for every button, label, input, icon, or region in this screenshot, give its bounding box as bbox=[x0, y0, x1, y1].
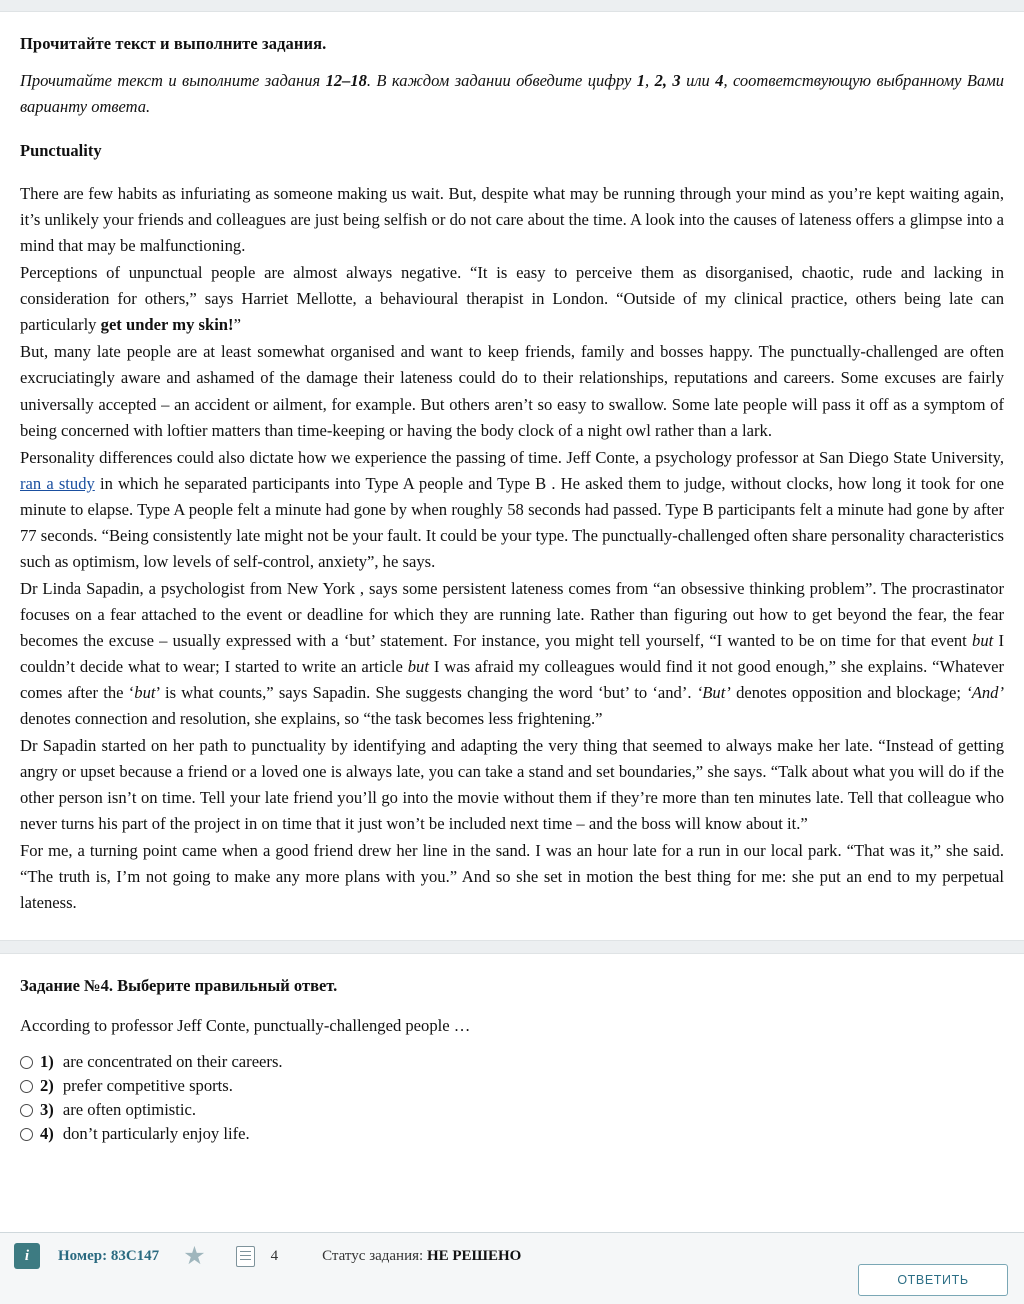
paragraph-mid-2: I was afraid my colleagues would find it not good enough,” she explains. “Whatever comes after the ‘ bbox=[20, 656, 1004, 703]
radio-icon[interactable] bbox=[20, 1056, 33, 1069]
option-number: 2) bbox=[40, 1076, 54, 1096]
italic-but-2: but bbox=[407, 656, 429, 676]
article-paragraph: But, many late people are at least somewhat organised and want to keep friends, family and bosses happy. The punctually-challenged are often excruciatingly aware and ashamed of the damage their lateness could do to their relationships, reputations and careers. Some excuses are fairly universally accepted – an accident or ailment, for example. But others aren’t so easy to swallow. Some late people will pass it off as a symptom of being concerned with loftier matters than time-keeping or having the body clock of a night owl rather than a lark. bbox=[20, 342, 1004, 440]
paragraph-text: Dr Linda Sapadin, a psychologist from New York , says some persistent lateness comes from “an obsessive thinking problem”. The procrastinator focuses on a fear attached to the event or deadline for which they are running late. Rather than figuring out how to get beyond the fear, the fear becomes the excuse – usually expressed with a ‘but’ statement. For instance, you might tell yourself, “I wanted to be on time for that event bbox=[20, 578, 1004, 650]
emphasis-phrase: get under my skin! bbox=[100, 315, 234, 335]
answer-options bbox=[20, 1052, 1004, 1144]
article-paragraph: There are few habits as infuriating as someone making us wait. But, despite what may be running through your mind as you’re kept waiting again, it’s unlikely your friends and colleagues are just being selfish or do not care about the time. A look into the causes of lateness offers a glimpse into a mind that may be malfunctioning. bbox=[20, 184, 1004, 256]
italic-but-quoted: ‘But’ bbox=[696, 683, 731, 703]
instruction-or: или bbox=[680, 71, 716, 90]
paragraph-tail: ” bbox=[233, 315, 241, 335]
option-label: are concentrated on their careers. bbox=[62, 1052, 283, 1072]
status-text: Статус задания: bbox=[322, 1247, 427, 1264]
task-heading: Прочитайте текст и выполните задания. bbox=[20, 34, 327, 53]
radio-icon[interactable] bbox=[20, 1128, 33, 1141]
option-number: 1) bbox=[40, 1052, 54, 1072]
option-1[interactable] bbox=[20, 1052, 1004, 1072]
paragraph-text: Perceptions of unpunctual people are almost always negative. “It is easy to perceive them as disorganised, chaotic, rude and lacking in consideration for others,” says Harriet Mellotte, a behavioural therapist in London. “Outside of my clinical practice, others being late can particularly bbox=[20, 263, 1004, 335]
radio-icon[interactable] bbox=[20, 1080, 33, 1093]
italic-but-1: but bbox=[972, 630, 994, 650]
status-badge: НЕ РЕШЕНО bbox=[426, 1247, 522, 1264]
paragraph-post-link: in which he separated participants into Type A people and Type B . He asked them to judge, without clocks, how long it took for one minute to elapse. Type A people felt a minute had gone by when roughly 58 seconds had passed. Type B participants felt a minute had gone by after 77 seconds. “Being consistently late might not be your fault. It could be your type. The punctually-challenged often share personality characteristics such as optimism, low levels of self-control, anxiety”, he says. bbox=[20, 473, 1004, 571]
status-label bbox=[322, 1248, 521, 1265]
instruction-prefix: Прочитайте текст и выполните задания bbox=[20, 71, 326, 90]
instruction-digit-2: 2, bbox=[654, 71, 667, 90]
instruction-mid: . В каждом задании обведите цифру bbox=[366, 71, 637, 90]
ran-a-study-link[interactable]: ran a study bbox=[20, 473, 95, 493]
article-paragraph: Dr Sapadin started on her path to punctuality by identifying and adapting the very thing that seemed to always make her late. “Instead of getting angry or upset because a friend or a loved one is always late, you can take a stand and set boundaries,” she says. “Talk about what you will do if the other person isn’t on time. Tell your late friend you’ll go into the movie without them if they’re more than ten minutes late. Tell that colleague who never turns his part of the project in on time that it just won’t be included next time – and the boss will know about it.” bbox=[20, 736, 1004, 834]
option-label: are often optimistic. bbox=[62, 1100, 196, 1120]
article-paragraph bbox=[20, 576, 1004, 732]
option-label: prefer competitive sports. bbox=[62, 1076, 233, 1096]
option-number: 3) bbox=[40, 1100, 54, 1120]
option-3[interactable] bbox=[20, 1100, 1004, 1120]
document-page bbox=[0, 12, 1024, 916]
instruction-digit-3: 3 bbox=[672, 71, 681, 90]
top-bar bbox=[0, 0, 1024, 12]
document-icon[interactable] bbox=[236, 1246, 255, 1267]
article-paragraph bbox=[20, 445, 1004, 575]
task-instruction: Прочитайте текст и выполните задания 12–18. В каждом задании обведите цифру 1, 2, 3 или 4, соответствующую выбранному Вами варианту ответа. bbox=[20, 71, 1005, 116]
paragraph-mid-1: I couldn’t decide what to wear; I started to write an article bbox=[20, 630, 1004, 676]
option-2[interactable] bbox=[20, 1076, 1004, 1096]
paragraph-mid-3: ’ is what counts,” says Sapadin. She suggests changing the word ‘but’ to ‘and’. bbox=[155, 683, 697, 703]
answer-button[interactable]: ОТВЕТИТЬ bbox=[858, 1264, 1008, 1296]
instruction-range: 12–18 bbox=[325, 71, 367, 90]
task-number: Номер: 83C147 bbox=[58, 1247, 160, 1264]
document-count: 4 bbox=[270, 1247, 279, 1264]
paragraph-mid-4: denotes opposition and blockage; bbox=[730, 683, 967, 703]
instruction-digit-1: 1 bbox=[636, 71, 646, 90]
italic-but-3: but bbox=[134, 683, 156, 703]
paragraph-pre-link: Personality differences could also dictate how we experience the passing of time. Jeff Conte, a psychology professor at San Diego State University, bbox=[20, 447, 1004, 467]
star-icon[interactable]: ★ bbox=[183, 1242, 206, 1270]
question-stem: According to professor Jeff Conte, punctually-challenged people … bbox=[20, 1016, 471, 1036]
option-4[interactable] bbox=[20, 1124, 1004, 1144]
radio-icon[interactable] bbox=[20, 1104, 33, 1117]
option-label: don’t particularly enjoy life. bbox=[62, 1124, 250, 1144]
info-icon[interactable]: i bbox=[14, 1243, 40, 1269]
italic-and-quoted: ‘And’ bbox=[966, 683, 1004, 703]
paragraph-tail: denotes connection and resolution, she explains, so “the task becomes less frightening.” bbox=[20, 709, 603, 729]
article-title: Punctuality bbox=[20, 141, 102, 161]
instruction-suffix: , соответствующую выбранному Вами варианту ответа. bbox=[20, 71, 1005, 116]
instruction-digit-4: 4 bbox=[715, 71, 724, 90]
question-heading: Задание №4. Выберите правильный ответ. bbox=[20, 976, 338, 996]
article-paragraph bbox=[20, 260, 1004, 338]
option-number: 4) bbox=[40, 1124, 54, 1144]
question-block bbox=[0, 954, 1024, 1144]
article-paragraph: For me, a turning point came when a good friend drew her line in the sand. I was an hour late for a run in our local park. “That was it,” she said. “The truth is, I’m not going to make any more plans with you.” And so she set in motion the best thing for me: she put an end to my perpetual lateness. bbox=[20, 841, 1004, 913]
footer-bar bbox=[0, 1232, 1024, 1304]
section-divider bbox=[0, 940, 1024, 954]
